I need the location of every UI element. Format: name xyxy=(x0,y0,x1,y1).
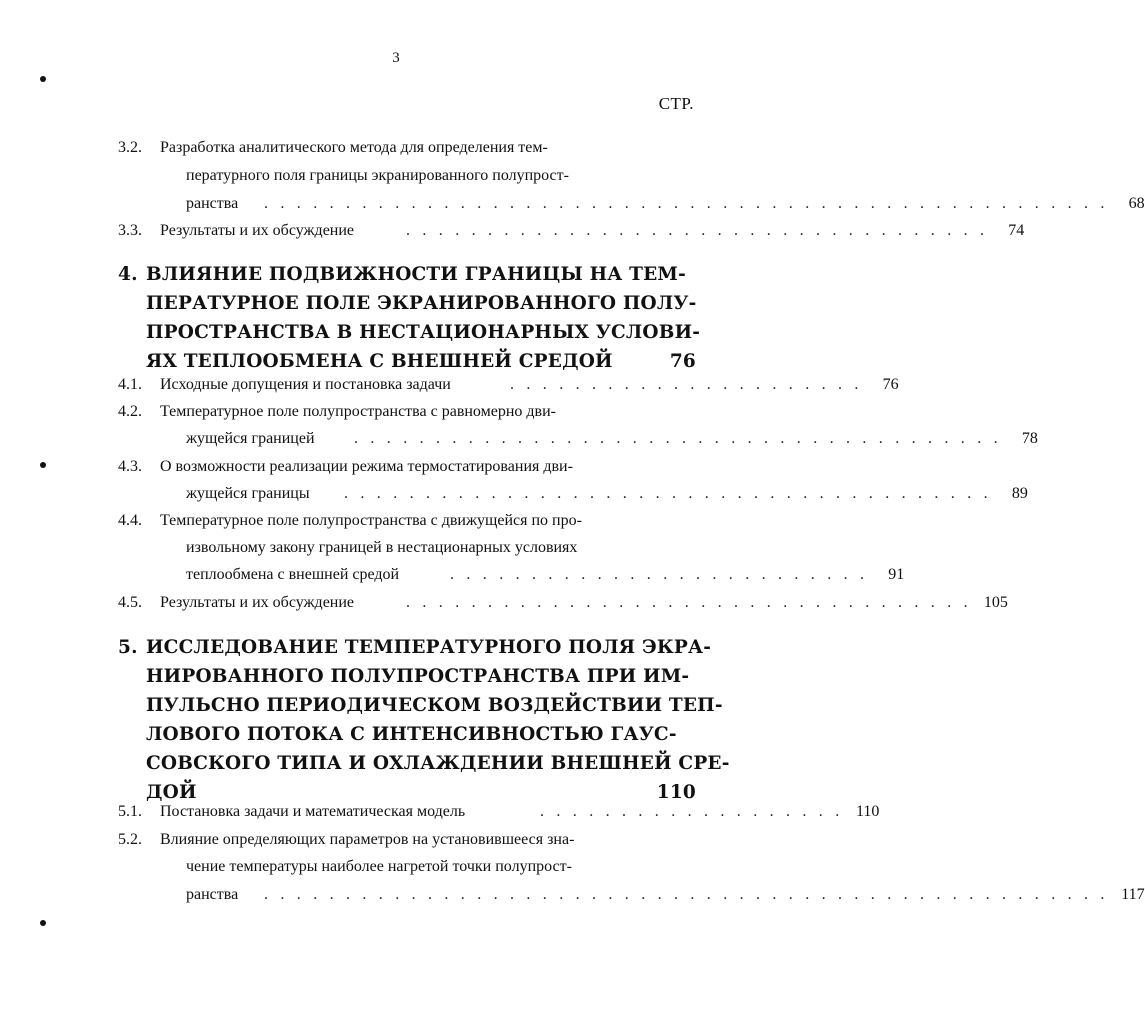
toc-entry-title: Температурное поле полупространства с движущейся по про- xyxy=(160,512,582,529)
toc-chapter-title: ИССЛЕДОВАНИЕ ТЕМПЕРАТУРНОГО ПОЛЯ ЭКРА- xyxy=(146,637,712,658)
toc-page-number: 76 xyxy=(669,351,696,372)
leader-dots: . . . . . . . . . . . . . . . . . . . . . . . . . . . . . . . . . . . . . . . . . . . . . . . . . . . . xyxy=(264,886,1109,903)
toc-entry-number: 4.5. xyxy=(118,594,142,611)
toc-chapter-title: СОВСКОГО ТИПА И ОХЛАЖДЕНИИ ВНЕШНЕЙ СРЕ- xyxy=(146,753,730,774)
toc-entry-title: Результаты и их обсуждение xyxy=(160,222,355,239)
margin-dot xyxy=(40,76,46,82)
toc-entry-title: чение температуры наиболее нагретой точки полупрост- xyxy=(186,858,572,875)
toc-entry-title: Постановка задачи и математическая модель xyxy=(160,803,466,820)
toc-page-number: 91 xyxy=(888,566,905,583)
leader-dots: . . . . . . . . . . . . . . . . . . . . . . . . . . . . . . . . . . . . . . . . xyxy=(354,430,1002,447)
toc-entry-title: теплообмена с внешней средой xyxy=(186,566,400,583)
leader-dots: . . . . . . . . . . . . . . . . . . . xyxy=(540,803,844,820)
toc-page-number: 110 xyxy=(856,803,880,820)
page-number: 3 xyxy=(392,50,400,66)
toc-entry-title: ранства xyxy=(186,886,239,903)
toc-chapter-number: 5. xyxy=(118,637,138,658)
leader-dots: . . . . . . . . . . . . . . . . . . . . . . . . . . . . . . . . . . . . . . . . xyxy=(344,485,992,502)
toc-entry-number: 4.4. xyxy=(118,512,142,529)
toc-entry-title: пературного поля границы экранированного полупрост- xyxy=(186,167,569,184)
column-header: СТР. xyxy=(658,94,694,113)
toc-entry-title: Температурное поле полупространства с равномерно дви- xyxy=(160,403,556,420)
toc-entry-title: ранства xyxy=(186,195,239,212)
toc-chapter-title: ПУЛЬСНО ПЕРИОДИЧЕСКОМ ВОЗДЕЙСТВИИ ТЕП- xyxy=(146,695,723,716)
toc-chapter-number: 4. xyxy=(118,264,138,285)
leader-dots: . . . . . . . . . . . . . . . . . . . . . . . . . . . . . . . . . . . xyxy=(406,594,972,611)
toc-chapter-title: ДОЙ xyxy=(146,782,197,803)
leader-dots: . . . . . . . . . . . . . . . . . . . . . . . . . . . . . . . . . . . . . . . . . . . . . . . . . . . . xyxy=(264,195,1109,212)
toc-entry-number: 5.1. xyxy=(118,803,142,820)
toc-chapter-title: НИРОВАННОГО ПОЛУПРОСТРАНСТВА ПРИ ИМ- xyxy=(146,666,690,687)
toc-page-number: 89 xyxy=(1011,485,1028,502)
toc-page-number: 76 xyxy=(882,376,899,393)
toc-entry-number: 3.3. xyxy=(118,222,142,239)
toc-chapter-title: ЛОВОГО ПОТОКА С ИНТЕНСИВНОСТЬЮ ГАУС- xyxy=(146,724,677,745)
leader-dots: . . . . . . . . . . . . . . . . . . . . . . . . . . xyxy=(450,566,869,583)
toc-page-number: 68 xyxy=(1128,195,1145,212)
toc-entry-title: жущейся границей xyxy=(186,430,315,447)
toc-entry-title: Разработка аналитического метода для определения тем- xyxy=(160,139,548,156)
toc-entry-title: О возможности реализации режима термостатирования дви- xyxy=(160,458,573,475)
toc-chapter-title: ПЕРАТУРНОЕ ПОЛЕ ЭКРАНИРОВАННОГО ПОЛУ- xyxy=(146,293,697,314)
toc-entry-title: Влияние определяющих параметров на установившееся зна- xyxy=(160,831,575,848)
toc-page-number: 117 xyxy=(1121,886,1145,903)
toc-entry-number: 4.2. xyxy=(118,403,142,420)
toc-entry-number: 4.3. xyxy=(118,458,142,475)
toc-entry-number: 3.2. xyxy=(118,139,142,156)
toc-chapter-title: ВЛИЯНИЕ ПОДВИЖНОСТИ ГРАНИЦЫ НА ТЕМ- xyxy=(146,264,686,285)
toc-entry-number: 5.2. xyxy=(118,831,142,848)
toc-page-number: 74 xyxy=(1008,222,1025,239)
toc-entry-title: жущейся границы xyxy=(186,485,310,502)
margin-dot xyxy=(40,462,46,468)
leader-dots: . . . . . . . . . . . . . . . . . . . . . . xyxy=(510,376,863,393)
toc-page-number: 105 xyxy=(983,594,1008,611)
toc-page-number: 78 xyxy=(1021,430,1038,447)
toc-entry-title: извольному закону границей в нестационарных условиях xyxy=(186,539,578,556)
margin-dot xyxy=(40,920,46,926)
toc-chapter-title: ПРОСТРАНСТВА В НЕСТАЦИОНАРНЫХ УСЛОВИ- xyxy=(146,322,701,343)
toc-entry-title: Результаты и их обсуждение xyxy=(160,594,355,611)
leader-dots: . . . . . . . . . . . . . . . . . . . . . . . . . . . . . . . . . . . . xyxy=(406,222,989,239)
toc-page-number: 110 xyxy=(656,782,696,803)
toc-chapter-title: ЯХ ТЕПЛООБМЕНА С ВНЕШНЕЙ СРЕДОЙ xyxy=(146,351,613,372)
toc-entry-title: Исходные допущения и постановка задачи xyxy=(160,376,451,393)
toc-entry-number: 4.1. xyxy=(118,376,142,393)
